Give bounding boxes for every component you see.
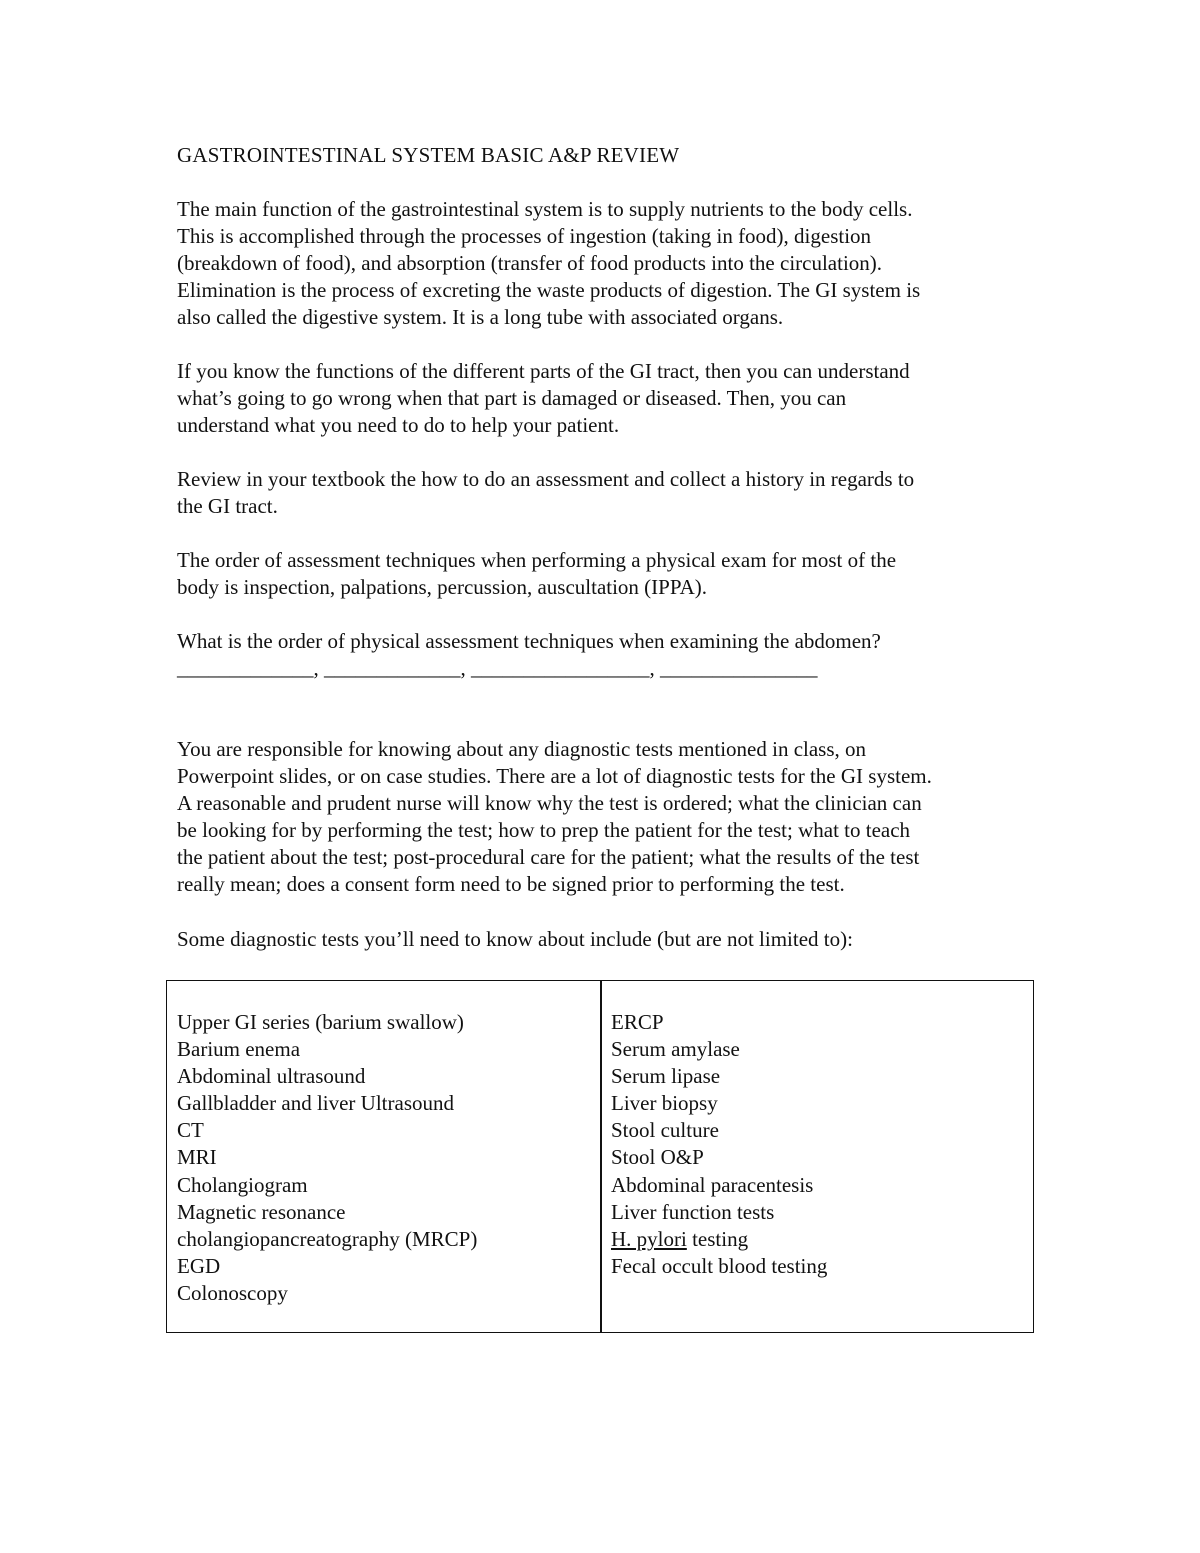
paragraph-4-line-2: body is inspection, palpations, percussion, auscultation (IPPA).: [177, 575, 708, 599]
list-item: Cholangiogram: [177, 1172, 308, 1197]
answer-blanks: _____________, _____________, _________________, _______________: [177, 656, 818, 680]
paragraph-1-line-2: This is accomplished through the processes of ingestion (taking in food), digestion: [177, 224, 872, 248]
h-pylori-term: H. pylori: [611, 1226, 687, 1251]
paragraph-2-line-2: what’s going to go wrong when that part is damaged or diseased. Then, you can: [177, 386, 847, 410]
paragraph-3-line-2: the GI tract.: [177, 494, 278, 518]
list-item: CT: [177, 1118, 204, 1143]
list-item: Liver function tests: [611, 1199, 775, 1224]
diagnostic-tests-table: [166, 980, 1034, 1333]
list-item: Gallbladder and liver Ultrasound: [177, 1091, 454, 1116]
table-left-column: [177, 1009, 477, 1307]
paragraph-1-line-5: also called the digestive system. It is a long tube with associated organs.: [177, 305, 784, 329]
paragraph-1-line-4: Elimination is the process of excreting the waste products of digestion. The GI system is: [177, 278, 921, 302]
list-item: Abdominal paracentesis: [611, 1172, 814, 1197]
table-column-divider: [600, 981, 602, 1332]
paragraph-6-line-5: the patient about the test; post-procedural care for the patient; what the results of the test: [177, 845, 920, 869]
list-item: Magnetic resonance: [177, 1199, 346, 1224]
paragraph-6-line-6: really mean; does a consent form need to be signed prior to performing the test.: [177, 872, 845, 896]
paragraph-1-line-3: (breakdown of food), and absorption (transfer of food products into the circulation).: [177, 251, 883, 275]
paragraph-6-line-1: You are responsible for knowing about any diagnostic tests mentioned in class, on: [177, 737, 867, 761]
list-item: Serum lipase: [611, 1064, 721, 1089]
list-item: Abdominal ultrasound: [177, 1064, 366, 1089]
list-item: cholangiopancreatography (MRCP): [177, 1226, 478, 1251]
list-item: Stool O&P: [611, 1145, 704, 1170]
list-item: ERCP: [611, 1010, 664, 1034]
paragraph-7-line-1: Some diagnostic tests you’ll need to know about include (but are not limited to):: [177, 927, 853, 951]
paragraph-3-line-1: Review in your textbook the how to do an assessment and collect a history in regards to: [177, 467, 915, 491]
list-item: Barium enema: [177, 1037, 301, 1062]
h-pylori-suffix: testing: [692, 1226, 749, 1251]
paragraph-6-line-2: Powerpoint slides, or on case studies. There are a lot of diagnostic tests for the GI system.: [177, 764, 932, 788]
list-item: EGD: [177, 1253, 221, 1278]
list-item: Stool culture: [611, 1118, 719, 1143]
table-right-column: [611, 1009, 827, 1280]
paragraph-4-line-1: The order of assessment techniques when performing a physical exam for most of the: [177, 548, 897, 572]
list-item: Fecal occult blood testing: [611, 1253, 828, 1278]
list-item: Upper GI series (barium swallow): [177, 1010, 464, 1034]
paragraph-6-line-3: A reasonable and prudent nurse will know why the test is ordered; what the clinician can: [177, 791, 922, 815]
paragraph-6-line-4: be looking for by performing the test; how to prep the patient for the test; what to teach: [177, 818, 911, 842]
page-title: GASTROINTESTINAL SYSTEM BASIC A&P REVIEW: [177, 143, 680, 167]
list-item: Colonoscopy: [177, 1280, 288, 1305]
paragraph-1-line-1: The main function of the gastrointestinal system is to supply nutrients to the body cells.: [177, 197, 913, 221]
paragraph-2-line-3: understand what you need to do to help your patient.: [177, 413, 620, 437]
list-item: MRI: [177, 1145, 217, 1170]
question-line: What is the order of physical assessment techniques when examining the abdomen?: [177, 629, 881, 653]
list-item: Liver biopsy: [611, 1091, 718, 1116]
paragraph-2-line-1: If you know the functions of the different parts of the GI tract, then you can understand: [177, 359, 910, 383]
list-item: Serum amylase: [611, 1037, 740, 1062]
list-item-h-pylori: [611, 1226, 827, 1253]
